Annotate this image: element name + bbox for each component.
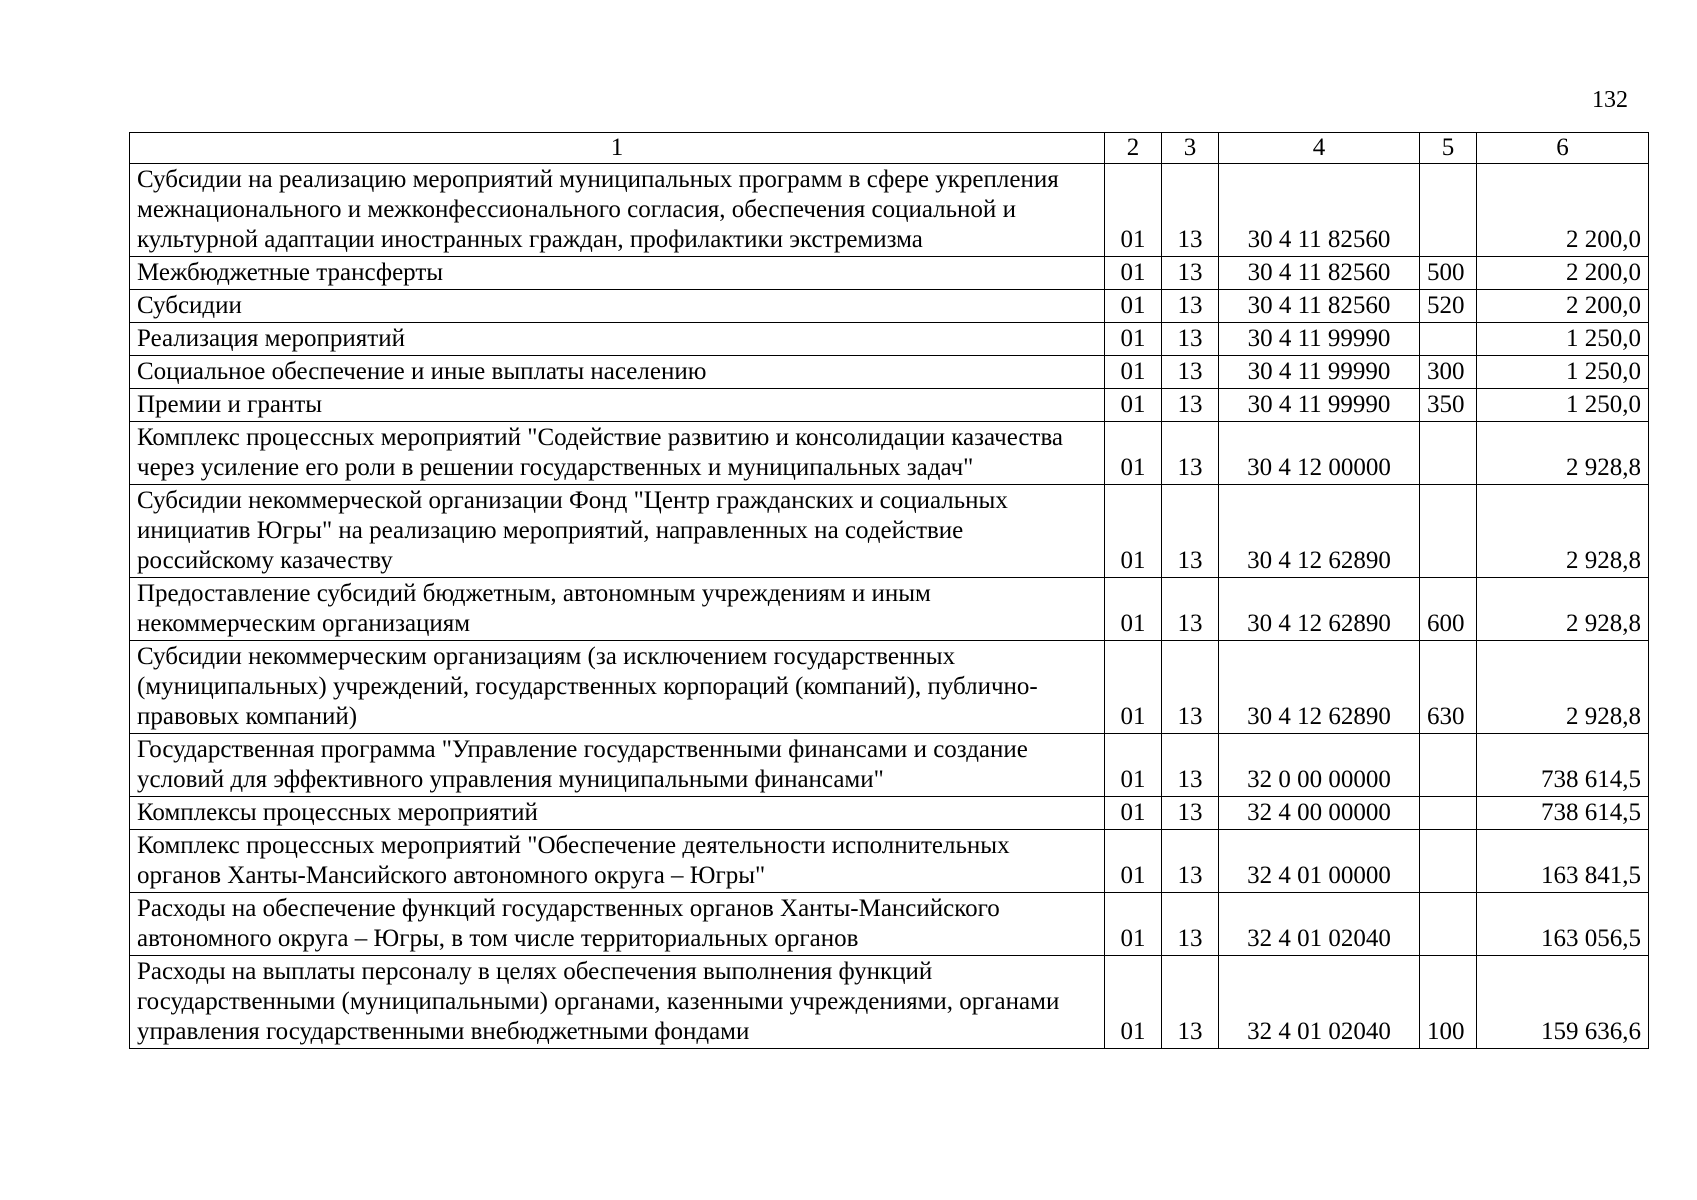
row-rz: 01 xyxy=(1105,290,1162,323)
row-csr: 32 4 01 02040 xyxy=(1219,893,1420,956)
row-rz: 01 xyxy=(1105,356,1162,389)
row-pr: 13 xyxy=(1162,485,1219,578)
table-row xyxy=(130,956,1649,1049)
row-pr: 13 xyxy=(1162,893,1219,956)
row-vr: 630 xyxy=(1420,641,1477,734)
row-rz: 01 xyxy=(1105,641,1162,734)
row-csr: 30 4 12 62890 xyxy=(1219,485,1420,578)
table-row xyxy=(130,257,1649,290)
row-rz: 01 xyxy=(1105,389,1162,422)
row-name: Расходы на выплаты персоналу в целях обеспечения выполнения функций государственными (муниципальными) органами, казенными учреждениями, органами управления государственными внебюджетными фондами xyxy=(130,956,1105,1049)
row-vr xyxy=(1420,422,1477,485)
row-pr: 13 xyxy=(1162,323,1219,356)
header-pr: 3 xyxy=(1162,133,1219,164)
table-row xyxy=(130,641,1649,734)
row-pr: 13 xyxy=(1162,956,1219,1049)
table-row xyxy=(130,389,1649,422)
table-body xyxy=(130,164,1649,1049)
row-rz: 01 xyxy=(1105,797,1162,830)
row-pr: 13 xyxy=(1162,734,1219,797)
row-pr: 13 xyxy=(1162,389,1219,422)
row-sum: 738 614,5 xyxy=(1477,734,1649,797)
row-sum: 163 056,5 xyxy=(1477,893,1649,956)
row-sum: 2 928,8 xyxy=(1477,578,1649,641)
header-rz: 2 xyxy=(1105,133,1162,164)
row-rz: 01 xyxy=(1105,257,1162,290)
row-name: Комплекс процессных мероприятий "Содействие развитию и консолидации казачества через усиление его роли в решении государственных и муниципальных задач" xyxy=(130,422,1105,485)
row-name: Субсидии xyxy=(130,290,1105,323)
row-rz: 01 xyxy=(1105,956,1162,1049)
header-vr: 5 xyxy=(1420,133,1477,164)
row-vr xyxy=(1420,323,1477,356)
row-vr: 600 xyxy=(1420,578,1477,641)
row-vr xyxy=(1420,797,1477,830)
row-name: Субсидии на реализацию мероприятий муниципальных программ в сфере укрепления межнационального и межконфессионального согласия, обеспечения социальной и культурной адаптации иностранных граждан, профилактики экстремизма xyxy=(130,164,1105,257)
row-vr: 100 xyxy=(1420,956,1477,1049)
row-csr: 30 4 11 82560 xyxy=(1219,164,1420,257)
row-name: Комплекс процессных мероприятий "Обеспечение деятельности исполнительных органов Ханты-Мансийского автономного округа – Югры" xyxy=(130,830,1105,893)
row-csr: 30 4 12 00000 xyxy=(1219,422,1420,485)
row-name: Субсидии некоммерческим организациям (за исключением государственных (муниципальных) учреждений, государственных корпораций (компаний), публично-правовых компаний) xyxy=(130,641,1105,734)
row-pr: 13 xyxy=(1162,830,1219,893)
row-csr: 32 4 01 02040 xyxy=(1219,956,1420,1049)
row-sum: 2 200,0 xyxy=(1477,290,1649,323)
row-name: Премии и гранты xyxy=(130,389,1105,422)
header-sum: 6 xyxy=(1477,133,1649,164)
row-rz: 01 xyxy=(1105,830,1162,893)
row-sum: 1 250,0 xyxy=(1477,323,1649,356)
row-name: Межбюджетные трансферты xyxy=(130,257,1105,290)
row-vr xyxy=(1420,830,1477,893)
table-row xyxy=(130,422,1649,485)
row-pr: 13 xyxy=(1162,578,1219,641)
row-csr: 30 4 12 62890 xyxy=(1219,641,1420,734)
row-vr xyxy=(1420,164,1477,257)
row-csr: 30 4 11 99990 xyxy=(1219,323,1420,356)
row-name: Расходы на обеспечение функций государственных органов Ханты-Мансийского автономного округа – Югры, в том числе территориальных органов xyxy=(130,893,1105,956)
page-number: 132 xyxy=(1592,87,1628,113)
header-csr: 4 xyxy=(1219,133,1420,164)
row-csr: 32 4 00 00000 xyxy=(1219,797,1420,830)
row-name: Комплексы процессных мероприятий xyxy=(130,797,1105,830)
row-sum: 163 841,5 xyxy=(1477,830,1649,893)
row-pr: 13 xyxy=(1162,356,1219,389)
row-pr: 13 xyxy=(1162,257,1219,290)
row-vr xyxy=(1420,485,1477,578)
row-sum: 2 200,0 xyxy=(1477,257,1649,290)
row-rz: 01 xyxy=(1105,893,1162,956)
row-csr: 30 4 11 99990 xyxy=(1219,356,1420,389)
row-rz: 01 xyxy=(1105,734,1162,797)
row-name: Социальное обеспечение и иные выплаты населению xyxy=(130,356,1105,389)
row-vr xyxy=(1420,893,1477,956)
table-row xyxy=(130,164,1649,257)
row-rz: 01 xyxy=(1105,578,1162,641)
row-rz: 01 xyxy=(1105,323,1162,356)
table-row xyxy=(130,290,1649,323)
row-sum: 738 614,5 xyxy=(1477,797,1649,830)
row-sum: 1 250,0 xyxy=(1477,389,1649,422)
row-vr: 500 xyxy=(1420,257,1477,290)
row-vr xyxy=(1420,734,1477,797)
row-vr: 350 xyxy=(1420,389,1477,422)
row-sum: 2 928,8 xyxy=(1477,422,1649,485)
row-name: Реализация мероприятий xyxy=(130,323,1105,356)
row-csr: 30 4 12 62890 xyxy=(1219,578,1420,641)
table-row xyxy=(130,830,1649,893)
row-pr: 13 xyxy=(1162,641,1219,734)
row-pr: 13 xyxy=(1162,797,1219,830)
row-csr: 30 4 11 99990 xyxy=(1219,389,1420,422)
row-pr: 13 xyxy=(1162,290,1219,323)
table-row xyxy=(130,893,1649,956)
row-name: Предоставление субсидий бюджетным, автономным учреждениям и иным некоммерческим организациям xyxy=(130,578,1105,641)
table-row xyxy=(130,797,1649,830)
table-row xyxy=(130,485,1649,578)
row-csr: 30 4 11 82560 xyxy=(1219,257,1420,290)
row-sum: 1 250,0 xyxy=(1477,356,1649,389)
table-row xyxy=(130,323,1649,356)
row-vr: 300 xyxy=(1420,356,1477,389)
table-row xyxy=(130,734,1649,797)
row-name: Государственная программа "Управление государственными финансами и создание условий для эффективного управления муниципальными финансами" xyxy=(130,734,1105,797)
row-sum: 2 928,8 xyxy=(1477,485,1649,578)
table-row xyxy=(130,578,1649,641)
row-pr: 13 xyxy=(1162,422,1219,485)
header-name: 1 xyxy=(130,133,1105,164)
row-rz: 01 xyxy=(1105,422,1162,485)
budget-table xyxy=(129,132,1649,1049)
row-sum: 2 200,0 xyxy=(1477,164,1649,257)
table-row xyxy=(130,356,1649,389)
row-sum: 159 636,6 xyxy=(1477,956,1649,1049)
row-csr: 30 4 11 82560 xyxy=(1219,290,1420,323)
row-pr: 13 xyxy=(1162,164,1219,257)
table-header-row xyxy=(130,133,1649,164)
row-name: Субсидии некоммерческой организации Фонд "Центр гражданских и социальных инициатив Югры" на реализацию мероприятий, направленных на содействие российскому казачеству xyxy=(130,485,1105,578)
row-csr: 32 0 00 00000 xyxy=(1219,734,1420,797)
row-vr: 520 xyxy=(1420,290,1477,323)
row-rz: 01 xyxy=(1105,485,1162,578)
row-sum: 2 928,8 xyxy=(1477,641,1649,734)
row-csr: 32 4 01 00000 xyxy=(1219,830,1420,893)
row-rz: 01 xyxy=(1105,164,1162,257)
